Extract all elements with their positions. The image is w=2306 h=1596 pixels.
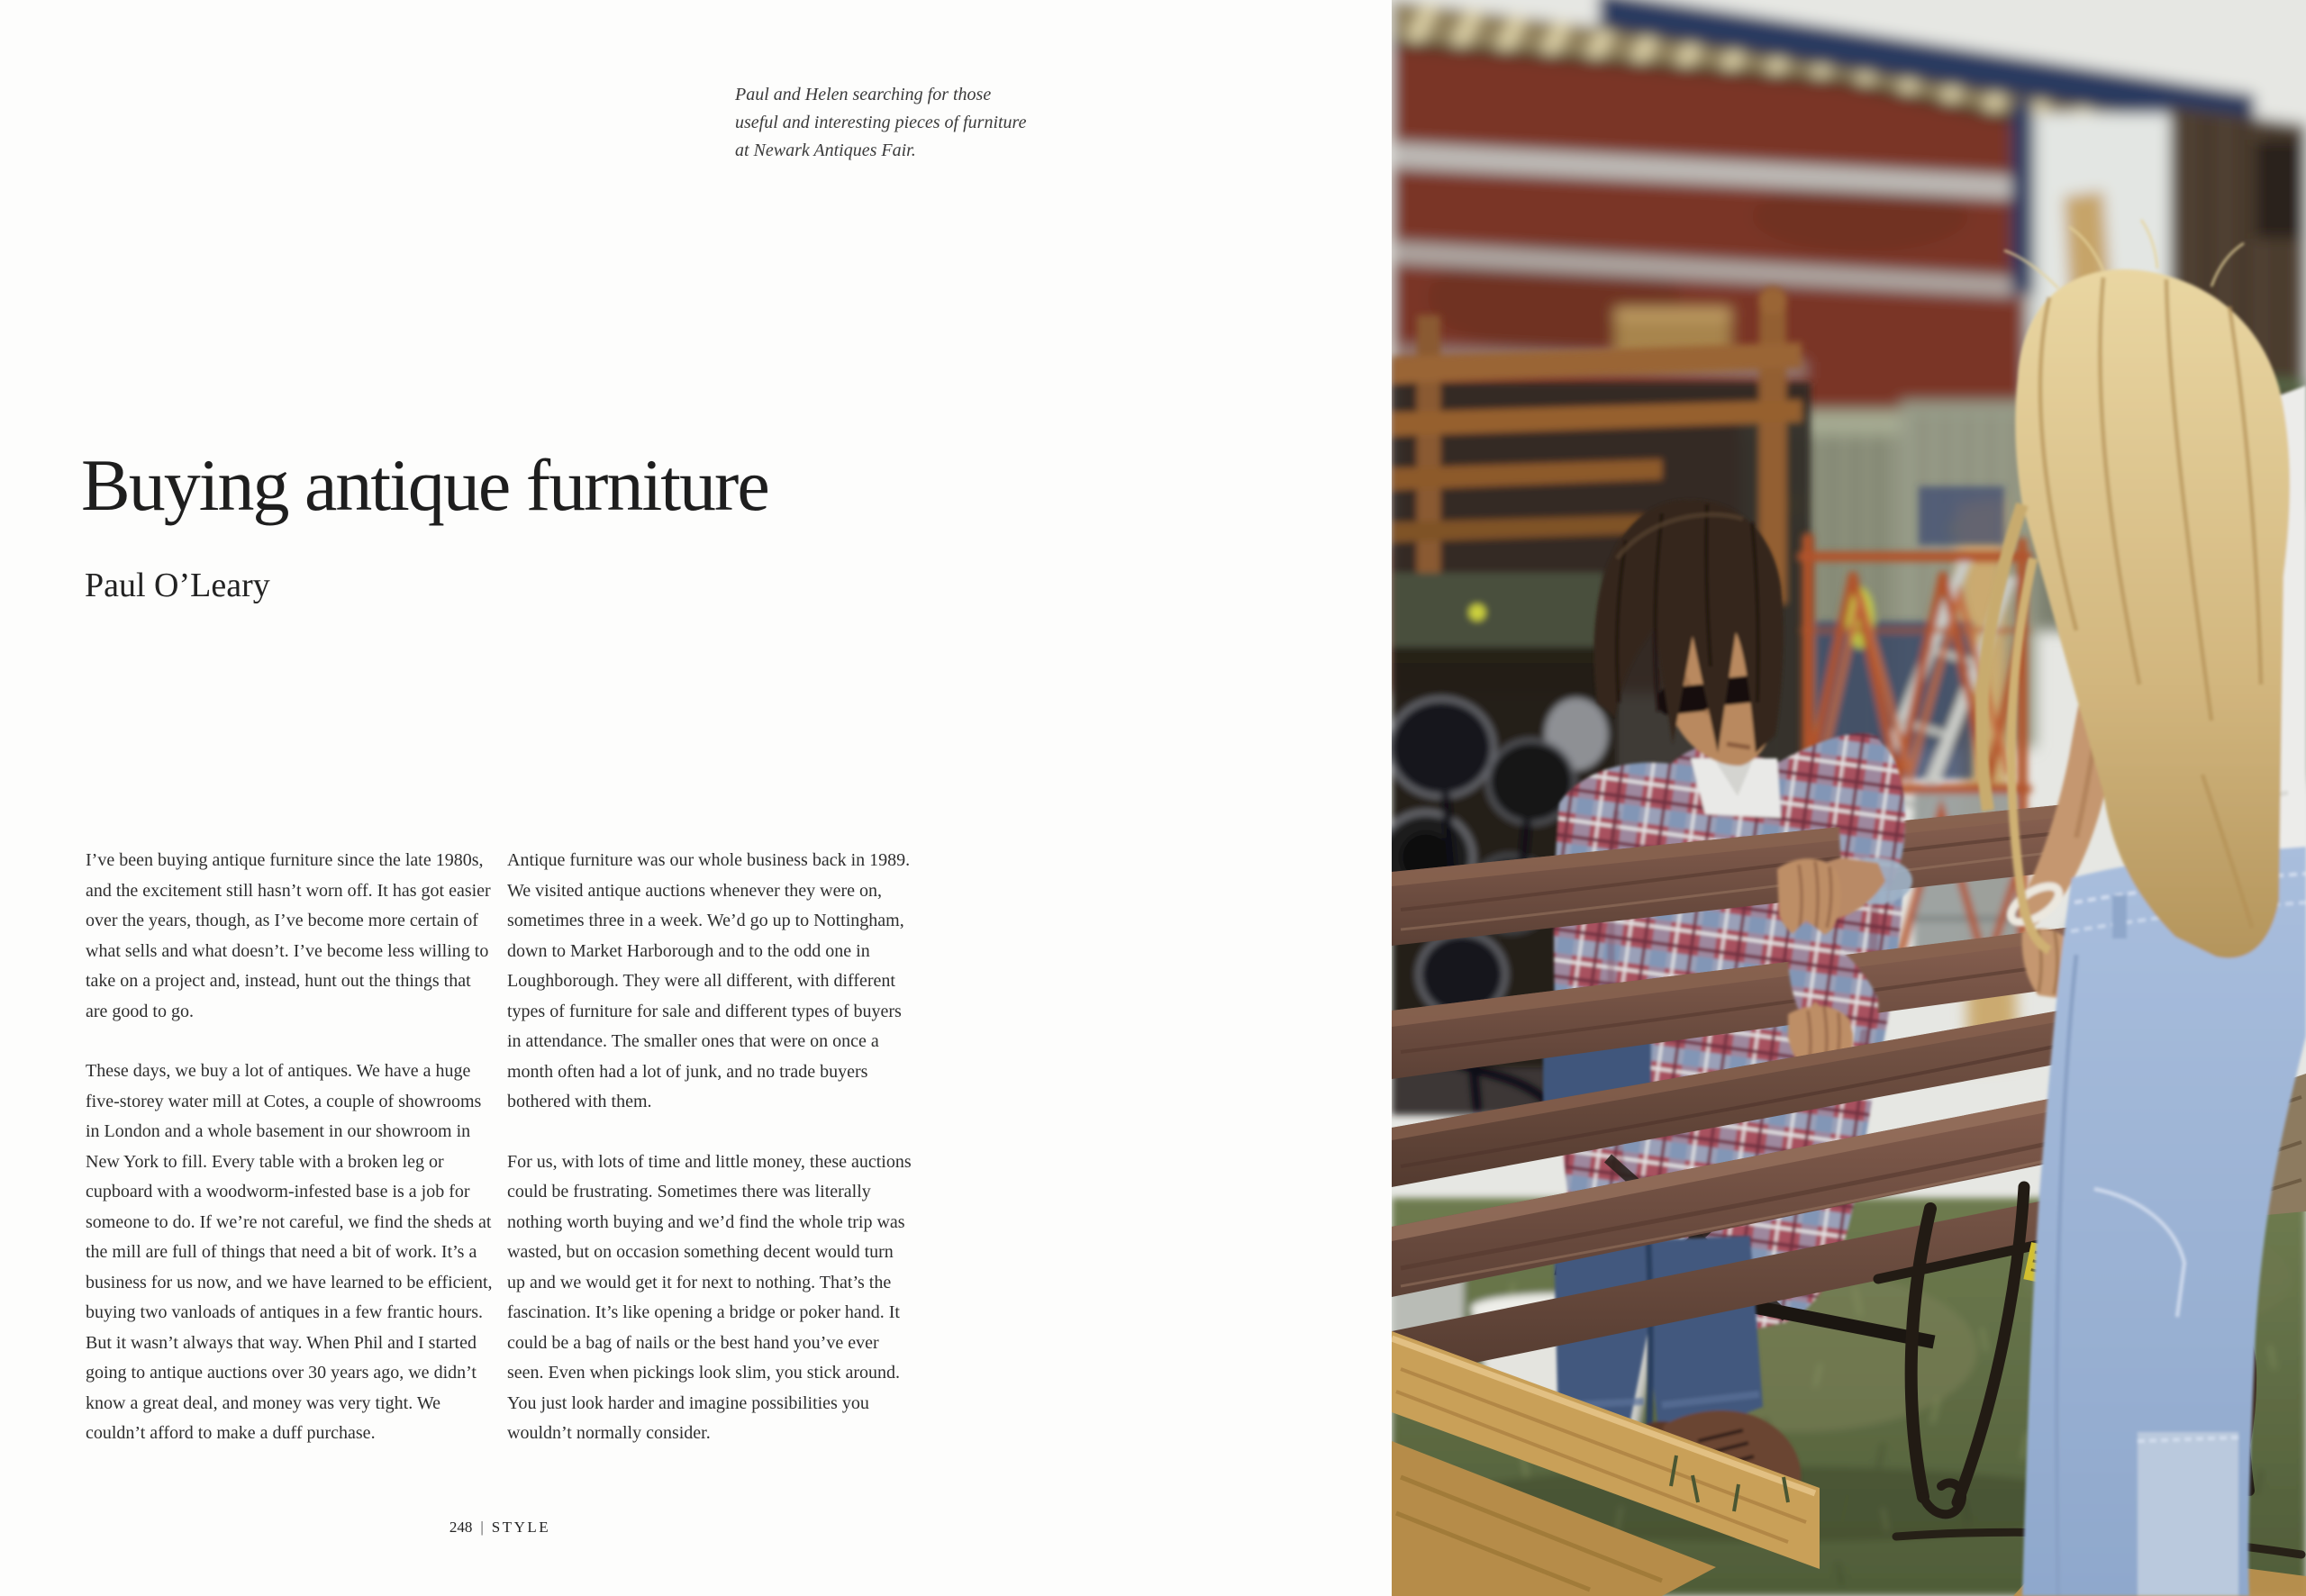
body-column-1 <box>86 846 493 1479</box>
photo-antiques-fair <box>1392 0 2306 1596</box>
paragraph: Antique furniture was our whole business back in 1989. We visited antique auctions whenever they were on, sometimes three in a week. We’d go up to Nottingham, down to Market Harborough and to the odd one in Loughborough. They were all different, with different types of furniture for sale and different types of buyers in attendance. The smaller ones that were on once a month often had a lot of junk, and no trade buyers bothered with them. <box>507 850 911 1111</box>
paragraph: I’ve been buying antique furniture since the late 1980s, and the excitement still hasn’t worn off. It has got easier over the years, though, as I’ve become more certain of what sells and what doesn’t. I’ve become less willing to take on a project and, instead, hunt out the things that are good to go. <box>86 850 491 1021</box>
photo-caption: Paul and Helen searching for those useful and interesting pieces of furniture at Newark Antiques Fair. <box>735 85 1027 160</box>
body-column-2 <box>507 846 914 1479</box>
page-number: 248 <box>449 1519 473 1536</box>
paragraph: For us, with lots of time and little money, these auctions could be frustrating. Sometimes there was literally nothing worth buying and we’d find the whole trip was wasted, but on occasion something decent would turn up and we would get it for next to nothing. That’s the fascination. It’s like opening a bridge or poker hand. It could be a bag of nails or the best hand you’ve ever seen. Even when pickings look slim, you stick around. You just look harder and imagine possibilities you wouldn’t normally consider. <box>507 1151 912 1443</box>
page-title: Buying antique furniture <box>81 444 768 526</box>
section-label: STYLE <box>491 1519 551 1536</box>
author-byline: Paul O’Leary <box>85 567 270 604</box>
page-footer <box>86 1519 914 1537</box>
paragraph: These days, we buy a lot of antiques. We have a huge five-storey water mill at Cotes, a couple of showrooms in London and a whole basement in our showroom in New York to fill. Every table with a broken leg or cupboard with a woodworm-infested base is a job for someone to do. If we’re not careful, we find the sheds at the mill are full of things that need a bit of work. It’s a business for us now, and we have learned to be efficient, buying two vanloads of antiques in a few frantic hours. But it wasn’t always that way. When Phil and I started going to antique auctions over 30 years ago, we didn’t know a great deal, and money was very tight. We couldn’t afford to make a duff purchase. <box>86 1061 493 1443</box>
footer-separator: | <box>480 1519 484 1536</box>
photo-illustration <box>1392 0 2306 1596</box>
